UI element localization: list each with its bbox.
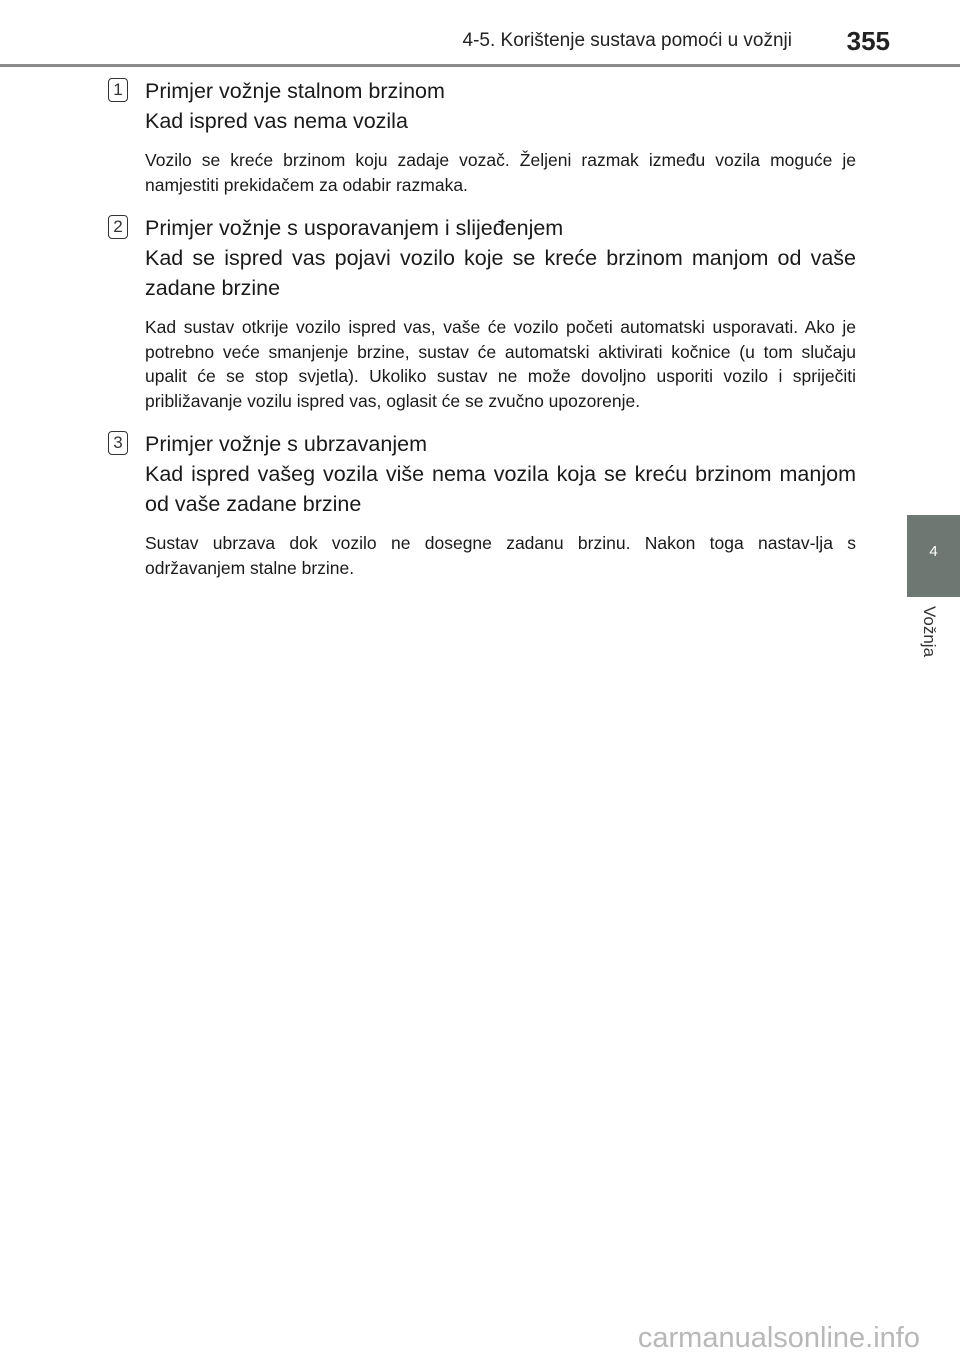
chapter-tab — [907, 515, 960, 597]
heading-title: Primjer vožnje s ubrzavanjem — [145, 432, 427, 456]
step-marker: 1 — [108, 78, 128, 102]
chapter-number: 4 — [929, 543, 938, 560]
list-item — [108, 429, 856, 580]
watermark: carmanualsonline.info — [637, 1322, 920, 1354]
header-divider — [0, 64, 960, 67]
page-content — [108, 76, 856, 596]
item-heading — [145, 76, 856, 136]
item-heading — [145, 213, 856, 303]
heading-title: Primjer vožnje s usporavanjem i slijeđenjem — [145, 216, 564, 240]
step-marker: 2 — [108, 215, 128, 239]
list-item — [108, 213, 856, 413]
page-number: 355 — [846, 26, 890, 56]
heading-subtitle: Kad ispred vašeg vozila više nema vozila koja se kreću brzinom manjom od vaše zadane brzine — [145, 462, 856, 516]
item-body: Kad sustav otkrije vozilo ispred vas, vaše će vozilo početi automatski usporavati. Ako je potrebno veće smanjenje brzine, sustav će automatski aktivirati kočnice (u tom slučaju upalit će se stop svjetla). Ukoliko sustav ne može dovoljno usporiti vozilo i spriječiti približavanje vozilu ispred vas, oglasit će se zvučno upozorenje. — [145, 317, 856, 411]
chapter-label: Vožnja — [920, 606, 939, 658]
heading-title: Primjer vožnje stalnom brzinom — [145, 79, 445, 103]
heading-subtitle: Kad se ispred vas pojavi vozilo koje se kreće brzinom manjom od vaše zadane brzine — [145, 246, 856, 300]
heading-subtitle: Kad ispred vas nema vozila — [145, 109, 408, 133]
step-marker: 3 — [108, 431, 128, 455]
section-title: 4-5. Korištenje sustava pomoći u vožnji — [462, 30, 792, 51]
item-body: Sustav ubrzava dok vozilo ne dosegne zadanu brzinu. Nakon toga nastav-lja s održavanjem stalne brzine. — [145, 533, 856, 578]
page-header — [0, 0, 960, 62]
item-body: Vozilo se kreće brzinom koju zadaje vozač. Željeni razmak između vozila moguće je namjestiti prekidačem za odabir razmaka. — [145, 150, 856, 195]
item-heading — [145, 429, 856, 519]
list-item — [108, 76, 856, 197]
